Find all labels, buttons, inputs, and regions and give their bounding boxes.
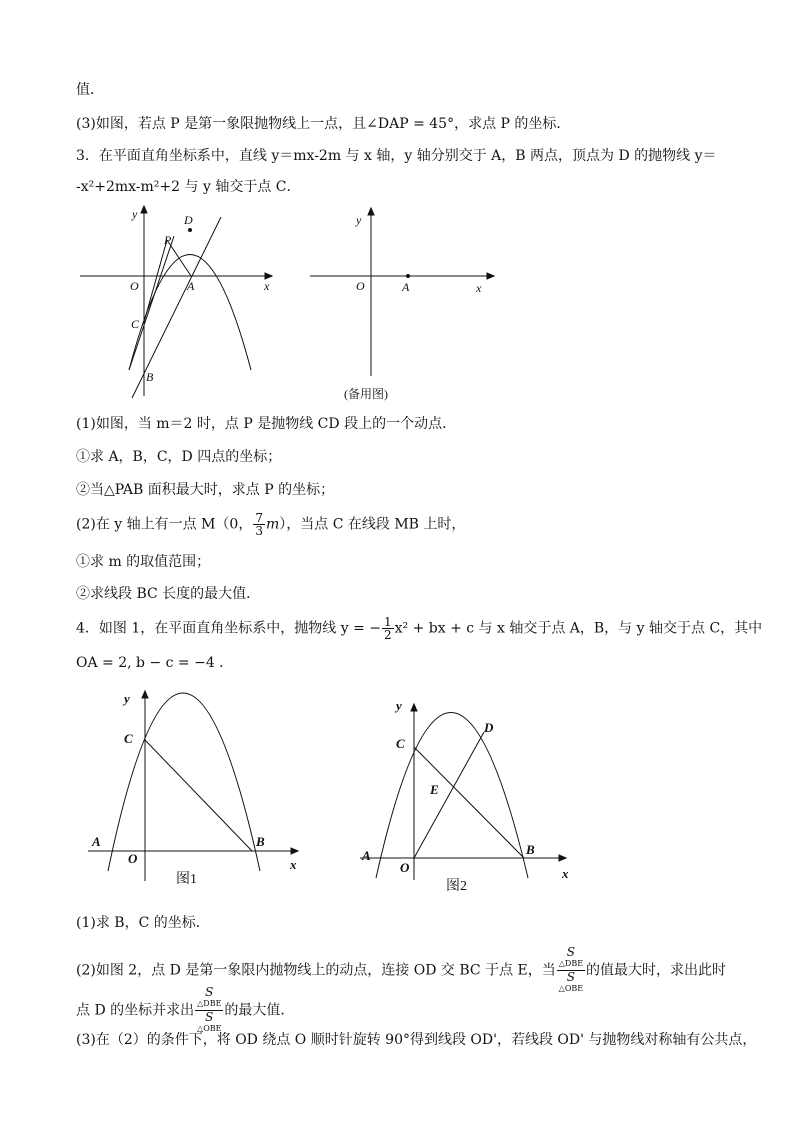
label-x: x [290, 857, 297, 872]
segment-cb [145, 740, 252, 851]
label-o: O [128, 851, 138, 866]
text-fragment: 的值最大时，求出此时 [586, 962, 727, 979]
label-y: y [124, 691, 130, 706]
label-d: D [484, 720, 494, 735]
problem-3-line-2: -x²+2mx-m²+2 与 y 轴交于点 C． [76, 179, 301, 195]
text-fragment: 点 D 的坐标并求出 [76, 1002, 195, 1019]
fraction-numerator: 1 [383, 615, 392, 629]
text-line: ①求 m 的取值范围； [76, 554, 211, 570]
text-line: ②求线段 BC 长度的最大值． [76, 586, 261, 602]
label-x: x [562, 866, 569, 881]
text-line: (3)在（2）的条件下，将 OD 绕点 O 顺时针旋转 90°得到线段 OD'，若线段 OD' 与抛物线对称轴有公共点， [76, 1032, 757, 1048]
y-axis-arrow [142, 691, 148, 698]
label-d: D [184, 213, 193, 227]
segment-od [414, 732, 484, 858]
label-a: A [187, 279, 195, 293]
fraction-7-3 [253, 512, 265, 537]
label-b: B [526, 842, 535, 857]
text-line-with-ratio [76, 986, 294, 1035]
text-fragment: 4．如图 1，在平面直角坐标系中，抛物线 y = − [76, 620, 381, 637]
point-a [406, 274, 410, 278]
label-o: O [130, 279, 139, 293]
caption-figure-2: 图2 [446, 879, 467, 894]
point-d [188, 228, 192, 232]
label-b: B [146, 370, 154, 384]
parabola [108, 693, 260, 871]
fraction-denominator: 3 [255, 524, 263, 538]
y-axis-arrow [411, 704, 417, 711]
x-axis-arrow [559, 855, 566, 861]
fraction-denominator: S △OBE [197, 1010, 222, 1033]
text-fragment: (2)如图 2，点 D 是第一象限内抛物线上的动点，连接 OD 交 BC 于点 E，当 [76, 962, 556, 979]
problem-3-line-1: 3．在平面直角坐标系中，直线 y＝mx-2m 与 x 轴，y 轴分别交于 A，B 两点，顶点为 D 的抛物线 y＝ [76, 148, 717, 164]
line-cp-extended [129, 236, 174, 370]
label-o: O [356, 279, 365, 293]
text-line: 值． [76, 82, 104, 98]
label-a: A [362, 848, 371, 863]
problem-4-line-2: OA = 2, b − c = −4 ． [76, 655, 234, 671]
fraction-denominator: S △OBE [558, 970, 584, 993]
label-b: B [256, 834, 265, 849]
fraction-numerator: S △DBE [557, 946, 585, 971]
text-line: (1)求 B，C 的坐标． [76, 915, 210, 931]
label-a: A [92, 834, 101, 849]
segment-pc [144, 240, 167, 322]
text-fragment: ），当点 C 在线段 MB 上时， [279, 516, 466, 533]
x-axis-arrow [291, 848, 298, 854]
fraction-denominator: 2 [383, 628, 392, 642]
figure-4-1 [82, 685, 307, 890]
figure-3-backup [306, 200, 506, 405]
label-p: P [164, 233, 172, 247]
caption-backup: (备用图) [344, 387, 388, 401]
fraction-numerator: 7 [255, 511, 263, 525]
fraction-area-ratio [195, 986, 223, 1035]
figure-3-main [76, 200, 276, 400]
label-y: y [396, 698, 402, 713]
label-a: A [402, 280, 410, 294]
text-line: (1)如图，当 m＝2 时，点 P 是抛物线 CD 段上的一个动点． [76, 416, 457, 432]
variable-m: m [265, 516, 280, 533]
parabola [129, 255, 251, 371]
fraction-1-2 [382, 616, 394, 641]
label-y: y [132, 207, 138, 221]
label-c: C [124, 731, 133, 746]
text-line-with-fraction [76, 512, 465, 537]
text-line: (3)如图，若点 P 是第一象限抛物线上一点，且∠DAP = 45°，求点 P 的坐标． [76, 116, 571, 132]
label-c: C [396, 736, 405, 751]
fraction-numerator: S △DBE [195, 986, 223, 1011]
fraction-area-ratio [557, 946, 585, 995]
caption-figure-1: 图1 [176, 872, 197, 887]
text-line: ②当△PAB 面积最大时，求点 P 的坐标； [76, 482, 335, 498]
label-e: E [430, 782, 439, 797]
label-c: C [131, 317, 140, 331]
text-fragment: 的最大值． [224, 1002, 295, 1019]
text-fragment: (2)在 y 轴上有一点 M（0， [76, 516, 253, 533]
label-o: O [400, 860, 410, 875]
problem-4-line-1 [76, 616, 762, 641]
text-line: ①求 A，B，C，D 四点的坐标； [76, 449, 282, 465]
x-axis-arrow [487, 273, 494, 279]
y-axis-arrow [141, 206, 147, 213]
label-x: x [264, 279, 270, 293]
label-y: y [356, 213, 362, 227]
label-x: x [476, 281, 482, 295]
text-fragment: x² + bx + c 与 x 轴交于点 A，B，与 y 轴交于点 C，其中 [394, 620, 763, 637]
figure-4-2 [356, 692, 581, 897]
y-axis-arrow [368, 208, 374, 215]
